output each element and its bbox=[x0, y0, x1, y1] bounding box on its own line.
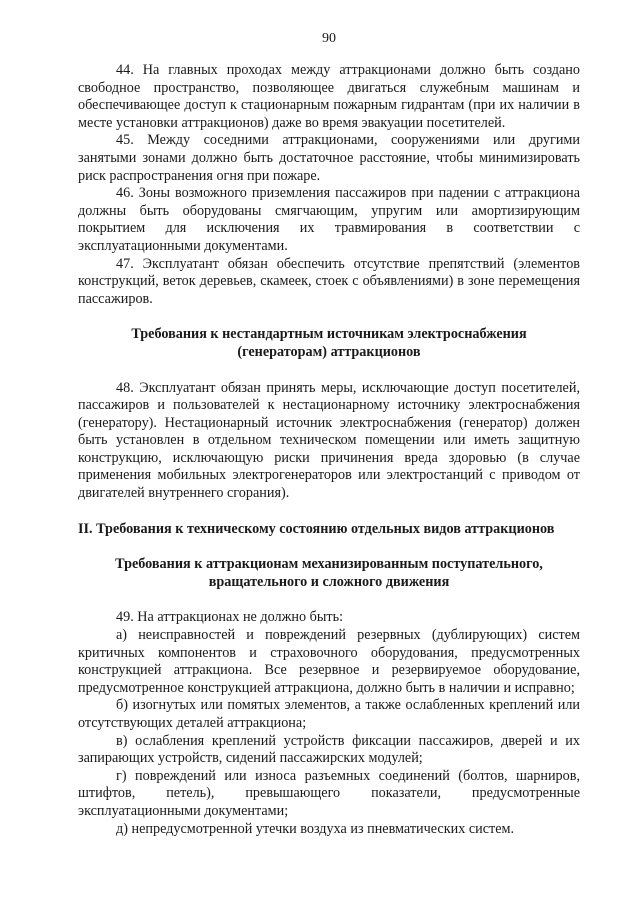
paragraph-49: 49. На аттракционах не должно быть: bbox=[116, 609, 344, 626]
item-a: а) неисправностей и повреждений резервных (дублирующих) систем критичных компонентов и страховочного оборудования, предусмотренных конструкцией аттракциона. Все резервное и резервируемое оборудование, предусмотренное конструкцией аттракциона, должно быть в наличии и исправно; bbox=[78, 627, 580, 696]
heading-generators-line1: Требования к нестандартным источникам электроснабжения bbox=[131, 326, 527, 343]
item-v: в) ослабления креплений устройств фиксации пассажиров, дверей и их запирающих устройств, сидений пассажирских модулей; bbox=[78, 732, 580, 767]
paragraph-44: 44. На главных проходах между аттракционами должно быть создано свободное пространство, позволяющее двигаться служебным машинам и обеспечивающее доступ к стационарным пожарным гидрантам (при их наличии в месте установки аттракционов) даже во время эвакуации посетителей. bbox=[78, 62, 580, 131]
heading-mechanized-line1: Требования к аттракционам механизированным поступательного, bbox=[115, 556, 543, 573]
paragraph-45: 45. Между соседними аттракционами, сооружениями или другими занятыми зонами должно быть достаточное расстояние, чтобы минимизировать риск распространения огня при пожаре. bbox=[78, 132, 580, 184]
heading-generators-line2: (генераторам) аттракционов bbox=[237, 343, 421, 360]
item-b: б) изогнутых или помятых элементов, а также ослабленных креплений или отсутствующих деталей аттракциона; bbox=[78, 697, 580, 731]
document-page bbox=[78, 30, 580, 838]
section-heading-ii: II. Требования к техническому состоянию отдельных видов аттракционов bbox=[78, 520, 555, 537]
page-number: 90 bbox=[322, 31, 336, 46]
paragraph-46: 46. Зоны возможного приземления пассажиров при падении с аттракциона должны быть оборудованы смягчающим, упругим или амортизирующим покрытием для исключения их травмирования в соответствии с эксплуатационными документами. bbox=[78, 185, 580, 254]
item-g: г) повреждений или износа разъемных соединений (болтов, шарниров, штифтов, петель), превышающего показатели, предусмотренные эксплуатационными документами; bbox=[78, 767, 580, 819]
paragraph-47: 47. Эксплуатант обязан обеспечить отсутствие препятствий (элементов конструкций, веток деревьев, скамеек, стоек с объявлениями) в зоне перемещения пассажиров. bbox=[78, 255, 580, 307]
heading-mechanized bbox=[78, 556, 580, 591]
heading-generators bbox=[78, 326, 580, 361]
item-d: д) непредусмотренной утечки воздуха из пневматических систем. bbox=[116, 820, 515, 837]
heading-mechanized-line2: вращательного и сложного движения bbox=[208, 573, 450, 590]
paragraph-48: 48. Эксплуатант обязан принять меры, исключающие доступ посетителей, пассажиров и пользователей к нестационарному источнику электроснабжения (генератору). Нестационарный источник электроснабжения (генератор) должен быть установлен в отдельном техническом помещении или иметь защитную конструкцию, исключающую риски причинения вреда здоровью (в случае применения мобильных электрогенераторов или электростанций с приводом от двигателей внутреннего сгорания). bbox=[78, 379, 580, 502]
